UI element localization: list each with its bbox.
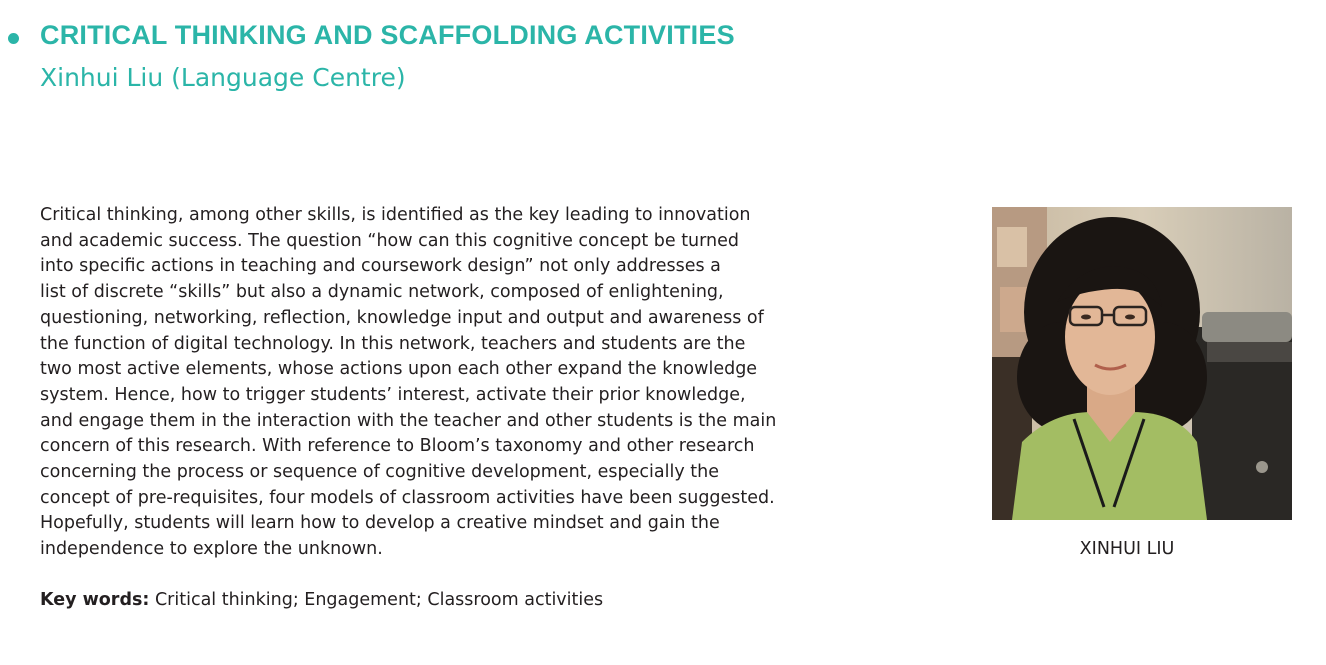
abstract-line: two most active elements, whose actions upon each other expand the knowledge	[40, 359, 758, 380]
abstract-line: list of discrete “skills” but also a dynamic network, composed of enlightening,	[40, 282, 724, 303]
keywords-value: Critical thinking; Engagement; Classroom activities	[149, 590, 604, 610]
abstract-line: concerning the process or sequence of cognitive development, especially the	[40, 462, 719, 483]
abstract-line: and engage them in the interaction with the teacher and other students is the main	[40, 410, 777, 431]
bullet-icon	[8, 33, 19, 44]
abstract-line: questioning, networking, reflection, knowledge input and output and awareness of	[40, 307, 764, 328]
abstract-line: into specific actions in teaching and coursework design” not only addresses a	[40, 256, 721, 277]
page-title: CRITICAL THINKING AND SCAFFOLDING ACTIVITIES	[40, 20, 735, 50]
abstract-line: Critical thinking, among other skills, is identified as the key leading to innovation	[40, 205, 751, 225]
author-photo	[992, 207, 1292, 520]
photo-caption: XINHUI LIU	[1079, 539, 1175, 559]
abstract-line: concern of this research. With reference to Bloom’s taxonomy and other research	[40, 436, 755, 457]
abstract-line: system. Hence, how to trigger students’ interest, activate their prior knowledge,	[40, 384, 746, 405]
abstract-line: concept of pre-requisites, four models of classroom activities have been suggested.	[40, 487, 775, 508]
author-affiliation: Xinhui Liu (Language Centre)	[40, 63, 406, 92]
abstract-paragraph	[40, 203, 840, 563]
abstract-line: and academic success. The question “how can this cognitive concept be turned	[40, 230, 740, 251]
keywords	[40, 588, 603, 613]
abstract-line: independence to explore the unknown.	[40, 539, 383, 560]
keywords-label: Key words:	[40, 590, 150, 610]
abstract-line: Hopefully, students will learn how to develop a creative mindset and gain the	[40, 513, 720, 534]
abstract-line: the function of digital technology. In this network, teachers and students are the	[40, 333, 746, 354]
